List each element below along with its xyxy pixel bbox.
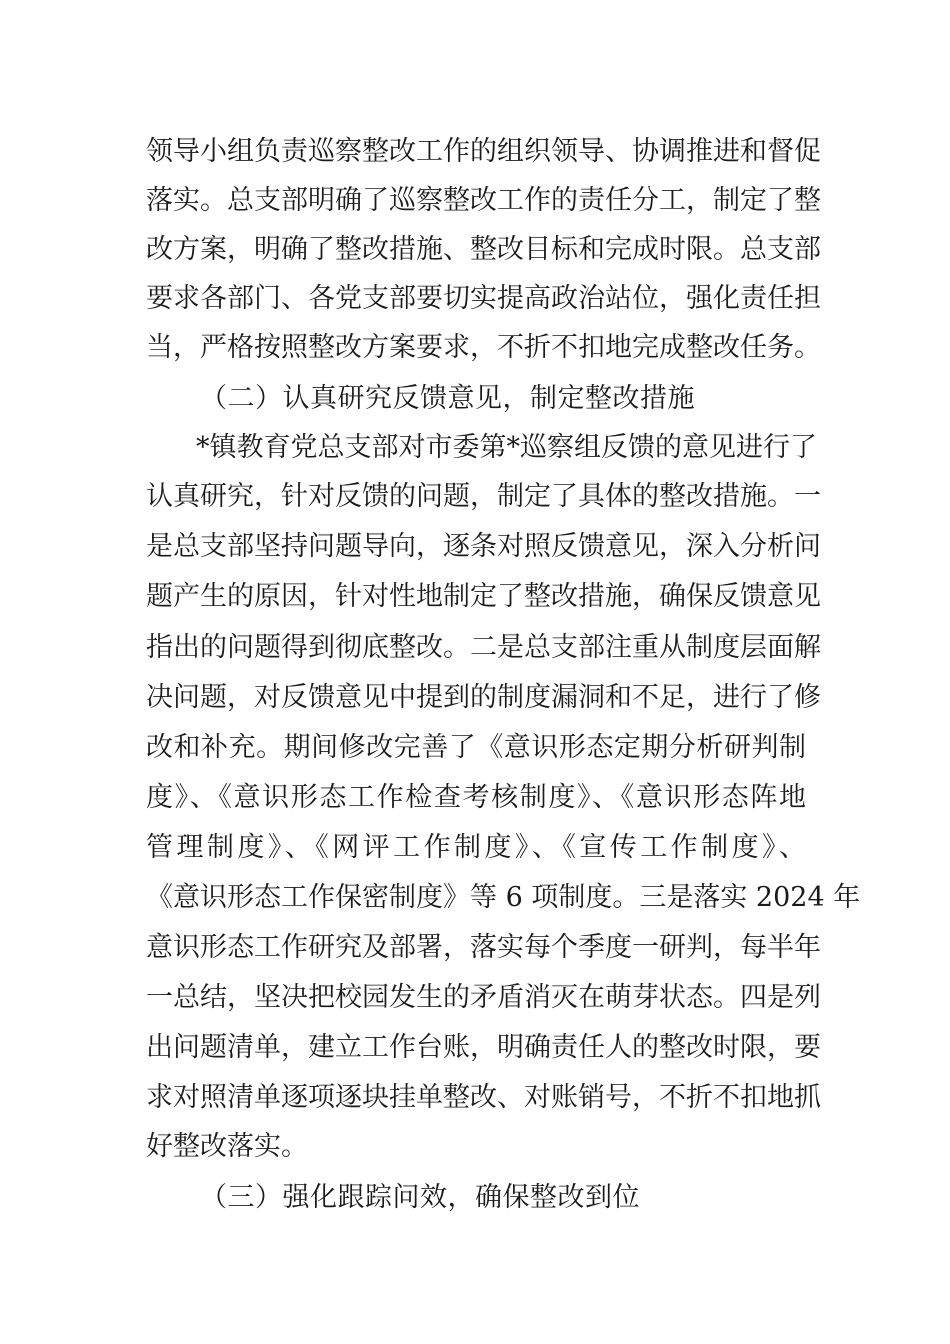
paragraph-line: 求对照清单逐项逐块挂单整改、对账销号，不折不扣地抓 [146,1082,821,1113]
paragraph-line: 认真研究，针对反馈的问题，制定了具体的整改措施。一 [146,481,821,512]
paragraph-line: 改方案，明确了整改措施、整改目标和完成时限。总支部 [146,234,821,265]
paragraph-line: 意识形态工作研究及部署，落实每个季度一研判，每半年 [146,932,821,963]
paragraph-line: 要求各部门、各党支部要切实提高政治站位，强化责任担 [146,283,821,314]
paragraph-line: 出问题清单，建立工作台账，明确责任人的整改时限，要 [146,1032,821,1063]
paragraph-line: 题产生的原因，针对性地制定了整改措施，确保反馈意见 [146,581,821,612]
paragraph-line: 好整改落实。 [146,1131,308,1162]
paragraph-line: 《意识形态工作保密制度》等 6 项制度。三是落实 2024 年 [146,882,861,913]
paragraph-line: 改和补充。期间修改完善了《意识形态定期分析研判制 [146,732,806,763]
paragraph-line: 指出的问题得到彻底整改。二是总支部注重从制度层面解 [146,632,821,663]
section-heading-2: （二）认真研究反馈意见，制定整改措施 [200,383,695,414]
paragraph-line: 决问题，对反馈意见中提到的制度漏洞和不足，进行了修 [146,682,821,713]
section-heading-3: （三）强化跟踪问效，确保整改到位 [200,1182,640,1213]
paragraph-line: 是总支部坚持问题导向，逐条对照反馈意见，深入分析问 [146,531,821,562]
paragraph-line: 领导小组负责巡察整改工作的组织领导、协调推进和督促 [146,136,821,167]
paragraph-line: 度》、《意识形态工作检查考核制度》、《意识形态阵地 [146,782,806,813]
paragraph-line: 当，严格按照整改方案要求，不折不扣地完成整改任务。 [146,332,821,363]
paragraph-line: 管理制度》、《网评工作制度》、《宣传工作制度》、 [146,832,806,863]
paragraph-line: 一总结，坚决把校园发生的矛盾消灭在萌芽状态。四是列 [146,982,821,1013]
paragraph-line: 落实。总支部明确了巡察整改工作的责任分工，制定了整 [146,185,821,216]
paragraph-line: *镇教育党总支部对市委第*巡察组反馈的意见进行了 [196,432,817,463]
